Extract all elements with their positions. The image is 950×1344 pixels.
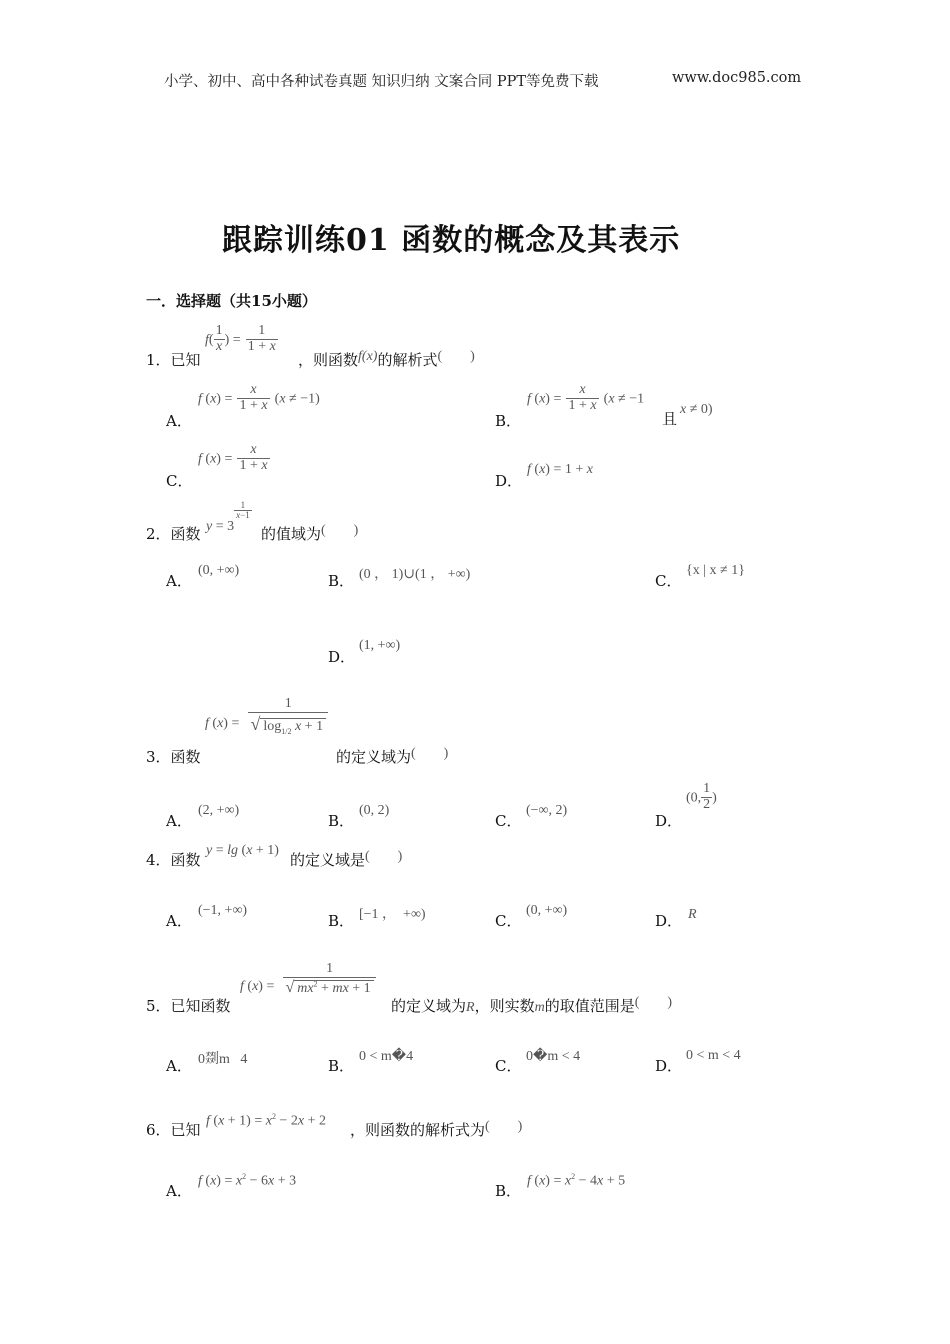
option-b-formula: (0, 2) — [359, 803, 390, 818]
option-d[interactable] — [495, 470, 522, 491]
option-label: B． — [328, 572, 355, 590]
answer-blank: ( ) — [411, 746, 449, 761]
option-b[interactable] — [328, 1055, 354, 1076]
header-left-text: 小学、初中、高中各种试卷真题 知识归纳 文案合同 PPT等免费下载 — [164, 74, 599, 90]
question-text: 的值域为 — [261, 525, 322, 543]
option-a[interactable] — [166, 1055, 192, 1076]
option-label: B． — [328, 812, 355, 830]
option-label: C． — [655, 572, 682, 590]
q6-condition-formula: f $(x + 1) = x^2 - 2x + 2$ — [206, 1112, 326, 1129]
option-label: D． — [655, 912, 683, 930]
option-label: C． — [166, 472, 193, 490]
option-d-formula: R — [688, 907, 697, 922]
option-label: A． — [166, 812, 192, 830]
option-label: C． — [495, 912, 522, 930]
q4-text-rest — [290, 849, 402, 870]
option-d[interactable] — [655, 810, 682, 831]
variable-symbol: m — [534, 1000, 545, 1015]
question-text: ，则实数 — [474, 997, 535, 1015]
option-b-formula: [−1 ， +∞) — [359, 907, 426, 922]
answer-blank: ( ) — [485, 1119, 523, 1134]
option-label: D． — [655, 812, 683, 830]
option-b[interactable] — [495, 410, 521, 431]
option-b[interactable] — [328, 570, 354, 591]
option-c-formula: (0, +∞) — [526, 903, 568, 918]
question-text: 函数 — [170, 525, 201, 543]
option-b[interactable] — [495, 1180, 521, 1201]
option-b-formula: (0 ， 1)∪(1 ， +∞) — [359, 567, 471, 582]
option-a[interactable] — [166, 810, 192, 831]
q6-text-rest — [350, 1119, 522, 1140]
option-d-formula: (0, $\frac{1}{2}$ ) — [686, 781, 717, 812]
q3-condition-formula: f (x) = $\frac{1}{√ \log_{1/2} x + 1}$ — [205, 697, 328, 736]
option-c[interactable] — [495, 810, 521, 831]
option-c[interactable] — [655, 570, 681, 591]
section-heading: 一．选择题（共15小题） — [146, 292, 317, 310]
answer-blank: ( ) — [437, 349, 475, 364]
option-a[interactable] — [166, 1180, 192, 1201]
option-label: A． — [166, 912, 192, 930]
option-a-formula: f $(x) = x^2 - 6x + 3$ — [198, 1172, 297, 1189]
q3-text-rest — [336, 746, 448, 767]
q1-condition-formula: f( $\frac{1}{x}$ ) = $\frac{1}{1 + x}$ — [205, 323, 276, 354]
option-d[interactable] — [655, 910, 682, 931]
option-a-formula: (−1, +∞) — [198, 903, 248, 918]
question-number: 3． — [146, 748, 171, 766]
question-text: 的定义域为 — [336, 748, 412, 766]
option-d-formula: (1, +∞) — [359, 638, 401, 653]
answer-blank: ( ) — [365, 849, 403, 864]
question-4 — [146, 849, 201, 870]
question-number: 6． — [146, 1121, 171, 1139]
option-a-formula: f (x) = $\frac{x}{1 + x}$ (x ≠ −1) — [198, 382, 320, 413]
option-a-formula: (2, +∞) — [198, 803, 240, 818]
option-a-formula: 0剟m 4 — [198, 1052, 248, 1067]
option-label: A． — [166, 412, 192, 430]
option-label: B． — [328, 912, 355, 930]
option-a-formula: (0, +∞) — [198, 563, 240, 578]
question-number: 5． — [146, 997, 171, 1015]
option-label: B． — [495, 1182, 522, 1200]
option-label: C． — [495, 1057, 522, 1075]
option-c[interactable] — [495, 910, 521, 931]
option-label: A． — [166, 1182, 192, 1200]
option-c-formula: 0�m < 4 — [526, 1049, 581, 1064]
option-c-formula: (−∞, 2) — [526, 803, 568, 818]
question-6 — [146, 1119, 201, 1140]
option-c-formula: {x | x ≠ 1} — [686, 563, 745, 578]
option-d-formula: 0 < m < 4 — [686, 1048, 741, 1063]
option-b[interactable] — [328, 810, 354, 831]
q4-condition-formula: y = lg (x + 1) — [206, 843, 279, 858]
set-symbol: R — [466, 1000, 475, 1015]
option-label: A． — [166, 572, 192, 590]
question-text: 已知 — [170, 1121, 201, 1139]
question-text: 的解析式 — [377, 351, 438, 369]
q5-text-rest — [391, 995, 672, 1016]
question-5 — [146, 995, 231, 1016]
question-text: 的定义域是 — [290, 851, 366, 869]
option-b[interactable] — [328, 910, 354, 931]
option-d-formula: f (x) = 1 + x — [527, 462, 593, 477]
option-b-formula: 0 < m�4 — [359, 1049, 414, 1064]
question-text: 已知 — [170, 351, 201, 369]
option-label: C． — [495, 812, 522, 830]
option-c-formula: f (x) = $\frac{x}{1 + x}$ — [198, 442, 268, 473]
question-number: 1． — [146, 351, 171, 369]
question-number: 2． — [146, 525, 171, 543]
question-text: ，则函数的解析式为 — [350, 1121, 486, 1139]
option-a[interactable] — [166, 910, 192, 931]
option-a[interactable] — [166, 570, 192, 591]
option-b-tail: x ≠ 0) — [680, 402, 713, 417]
answer-blank: ( ) — [321, 523, 359, 538]
option-label: D． — [495, 472, 523, 490]
question-2 — [146, 523, 201, 544]
option-b-formula: f (x) = $\frac{x}{1 + x}$ (x ≠ −1 — [527, 382, 645, 413]
question-1 — [146, 349, 201, 370]
fx-symbol: f(x) — [358, 349, 378, 364]
option-d[interactable] — [328, 646, 355, 667]
option-b-formula: f $(x) = x^2 - 4x + 5$ — [527, 1172, 626, 1189]
option-label: B． — [328, 1057, 355, 1075]
option-label: A． — [166, 1057, 192, 1075]
question-text: 已知函数 — [170, 997, 231, 1015]
question-text: 函数 — [170, 748, 201, 766]
q1-text-rest — [298, 349, 475, 370]
page-title: 跟踪训练01 函数的概念及其表示 — [222, 223, 681, 258]
option-label: B． — [495, 412, 522, 430]
question-text: 的定义域为 — [391, 997, 467, 1015]
q2-condition-formula: y = 3 $\frac{1}{x-1}$ — [206, 499, 250, 534]
option-label: D． — [655, 1057, 683, 1075]
option-c[interactable] — [495, 1055, 521, 1076]
option-b-and: 且 — [662, 410, 678, 428]
q5-condition-formula: f (x) = $\frac{1}{√ mx^2 + mx + 1}$ — [240, 962, 376, 996]
question-text: 函数 — [170, 851, 201, 869]
question-text: 的取值范围是 — [544, 997, 635, 1015]
option-d[interactable] — [655, 1055, 682, 1076]
answer-blank: ( ) — [634, 995, 673, 1010]
option-a[interactable] — [166, 410, 192, 431]
question-number: 4． — [146, 851, 171, 869]
option-label: D． — [328, 648, 356, 666]
option-c[interactable] — [166, 470, 192, 491]
question-text: ，则函数 — [298, 351, 359, 369]
header-site-link[interactable]: www.doc985.com — [672, 70, 802, 86]
question-3 — [146, 746, 201, 767]
q2-text-rest — [261, 523, 358, 544]
